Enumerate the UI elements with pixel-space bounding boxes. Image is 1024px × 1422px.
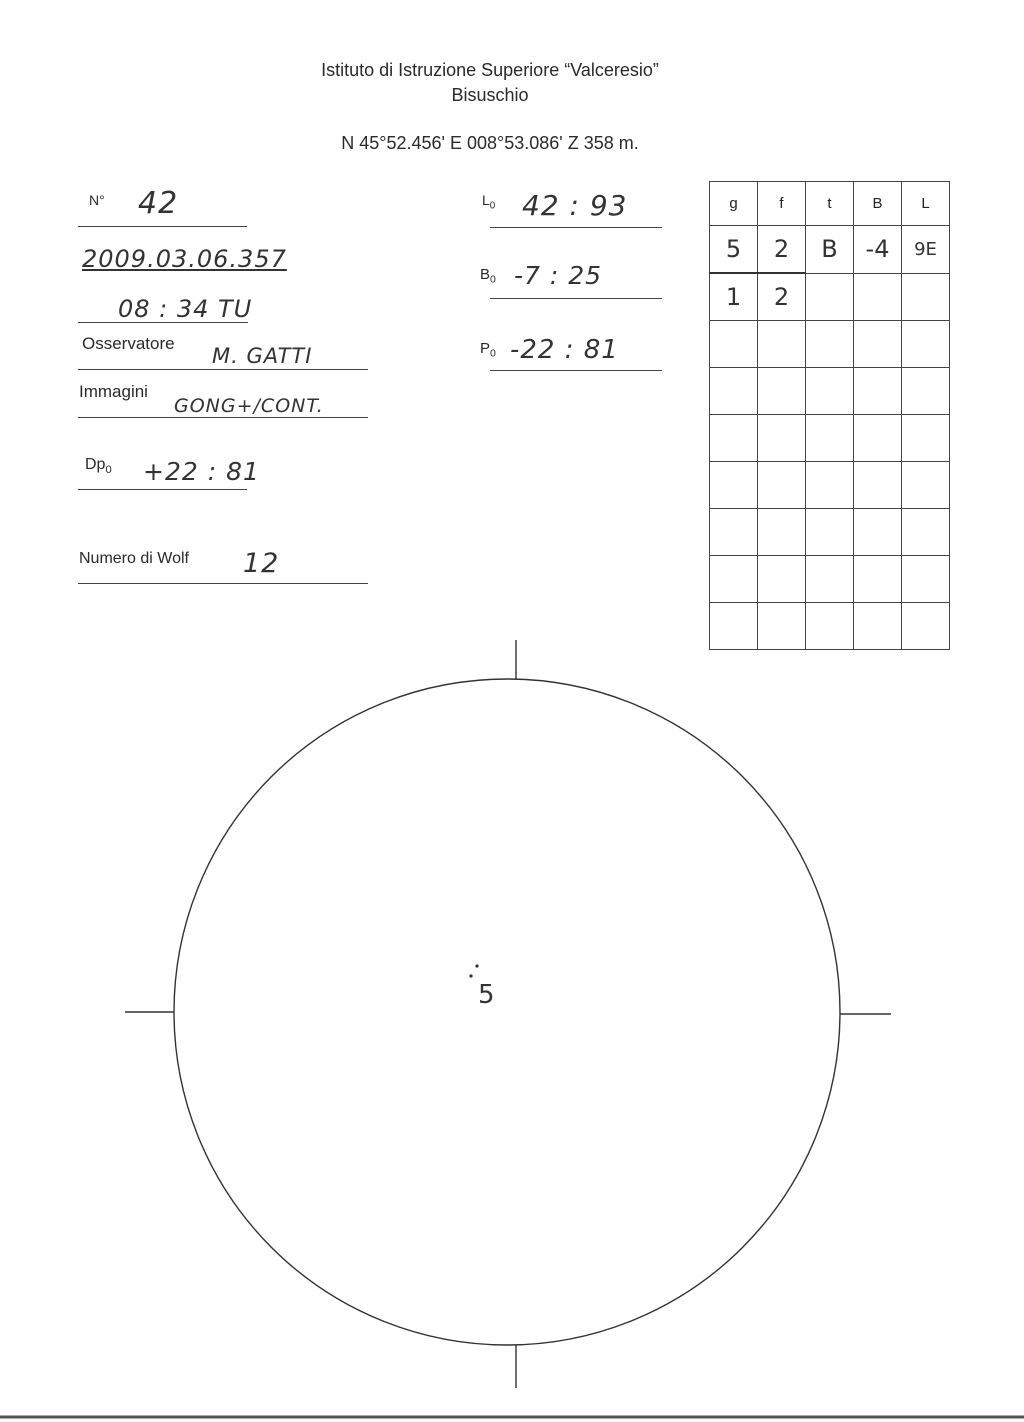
header-t: t	[806, 182, 854, 226]
p0-value: -22 : 81	[510, 335, 619, 365]
sunspot-group-label: 5	[478, 980, 496, 1010]
cell-l: 9E	[902, 226, 950, 274]
l0-value: 42 : 93	[522, 189, 628, 222]
b0-value: -7 : 25	[514, 261, 603, 290]
cell-b: -4	[854, 226, 902, 274]
dp0-value: +22 : 81	[143, 457, 260, 486]
cell-g: 5	[710, 226, 758, 274]
observer-value: M. GATTI	[212, 344, 313, 368]
p0-label: $P_0$	[480, 340, 496, 360]
number-label: N°	[89, 192, 105, 208]
cell-f: 2	[758, 226, 806, 274]
sunspot-dot	[469, 974, 472, 977]
institute-city: Bisuschio	[451, 85, 529, 105]
wolf-label: Numero di Wolf	[79, 550, 189, 567]
wolf-value: 12	[243, 548, 280, 579]
cell-t: B	[806, 226, 854, 274]
number-value: 42	[138, 186, 179, 221]
cell-f: 2	[758, 273, 806, 321]
b0-label: $B_0$	[480, 266, 496, 286]
header-f: f	[758, 182, 806, 226]
date-value: 2009.03.06.357	[82, 245, 287, 273]
station-coordinates: N 45°52.456' E 008°53.086' Z 358 m.	[341, 133, 639, 153]
observer-label: Osservatore	[82, 334, 175, 353]
l0-label: $L_0$	[482, 192, 496, 212]
images-label: Immagini	[79, 382, 148, 401]
sunspot-dot	[475, 964, 478, 967]
cell-g: 1	[710, 273, 758, 321]
time-value: 08 : 34 TU	[118, 295, 253, 323]
header-b: B	[854, 182, 902, 226]
images-value: GONG+/CONT.	[174, 395, 324, 417]
dp0-label: $Dp_0$	[85, 456, 112, 476]
solar-disk-outline	[174, 679, 840, 1345]
header-l: L	[902, 182, 950, 226]
header-g: g	[710, 182, 758, 226]
institute-title: Istituto di Istruzione Superiore “Valceresio”	[321, 60, 659, 80]
